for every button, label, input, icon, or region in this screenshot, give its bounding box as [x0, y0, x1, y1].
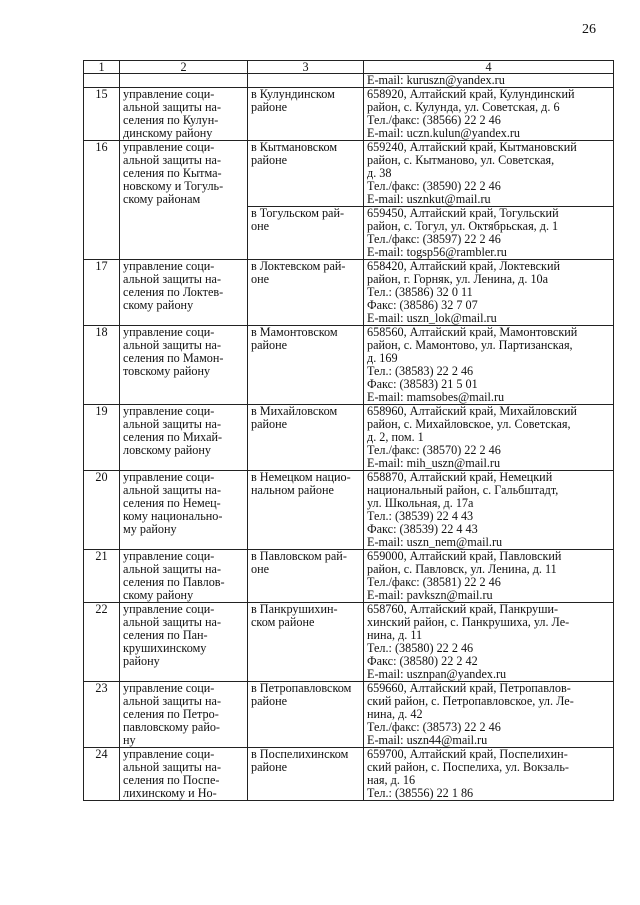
table-row: [84, 748, 614, 801]
contact-cell: 659700, Алтайский край, Поспелихин- ский район, с. Поспелиха, ул. Вокзаль- ная, д. 16 Тел.: (38556) 22 1 86: [364, 748, 614, 801]
table-row: [84, 682, 614, 748]
contact-cell: 658560, Алтайский край, Мамонтовский район, с. Мамонтово, ул. Партизанская, д. 169 Тел.: (38583) 22 2 46 Факс: (38583) 21 5 01 E-mail: mamsobes@mail.ru: [364, 326, 614, 405]
row-number: 16: [84, 141, 120, 260]
header-cell-district: 3: [248, 61, 364, 74]
district-cell: в Локтевском рай- оне: [248, 260, 364, 326]
district-cell: в Тогульском рай- оне: [248, 207, 364, 260]
contact-cell: 659240, Алтайский край, Кытмановский район, с. Кытманово, ул. Советская, д. 38 Тел./факс: (38590) 22 2 46 E-mail: usznkut@mail.ru: [364, 141, 614, 207]
row-number: 23: [84, 682, 120, 748]
header-cell-contact: 4: [364, 61, 614, 74]
agency-cell: управление соци- альной защиты на- селения по Мамон- товскому району: [120, 326, 248, 405]
contact-cell: 659450, Алтайский край, Тогульский район, с. Тогул, ул. Октябрьская, д. 1 Тел./факс: (38597) 22 2 46 E-mail: togsp56@rambler.ru: [364, 207, 614, 260]
row-number: 22: [84, 603, 120, 682]
agency-table: [83, 60, 614, 801]
row-number: 21: [84, 550, 120, 603]
contact-cell: 658420, Алтайский край, Локтевский район, г. Горняк, ул. Ленина, д. 10а Тел.: (38586) 32 0 11 Факс: (38586) 32 7 07 E-mail: uszn_lok@mail.ru: [364, 260, 614, 326]
row-number: 24: [84, 748, 120, 801]
row-number: 15: [84, 88, 120, 141]
agency-cell: управление соци- альной защиты на- селения по Пан- крушихинскому району: [120, 603, 248, 682]
contact-cell: E-mail: kuruszn@yandex.ru: [364, 74, 614, 88]
agency-cell: управление соци- альной защиты на- селения по Кытма- новскому и Тогуль- скому районам: [120, 141, 248, 260]
contact-cell: 658760, Алтайский край, Панкруши- хинский район, с. Панкрушиха, ул. Ле- нина, д. 11 Тел.: (38580) 22 2 46 Факс: (38580) 22 2 42 E-mail: usznpan@yandex.ru: [364, 603, 614, 682]
agency-cell: управление соци- альной защиты на- селения по Немец- кому национально- му району: [120, 471, 248, 550]
header-cell-number: 1: [84, 61, 120, 74]
table-row: [84, 326, 614, 405]
table-row: [84, 471, 614, 550]
table-row: [84, 88, 614, 141]
table-row: [84, 603, 614, 682]
table-header-row: [84, 61, 614, 74]
contact-cell: 658960, Алтайский край, Михайловский район, с. Михайловское, ул. Советская, д. 2, пом. 1 Тел./факс: (38570) 22 2 46 E-mail: mih_uszn@mail.ru: [364, 405, 614, 471]
row-number: 20: [84, 471, 120, 550]
table-row-continued: [84, 74, 614, 88]
agency-cell: управление соци- альной защиты на- селения по Локтев- скому району: [120, 260, 248, 326]
row-number: 17: [84, 260, 120, 326]
district-cell: в Панкрушихин- ском районе: [248, 603, 364, 682]
agency-cell: управление соци- альной защиты на- селения по Петро- павловскому райо- ну: [120, 682, 248, 748]
table-row: [84, 141, 614, 207]
district-cell: в Павловском рай- оне: [248, 550, 364, 603]
row-number: 19: [84, 405, 120, 471]
agency-cell: управление соци- альной защиты на- селения по Поспе- лихинскому и Но-: [120, 748, 248, 801]
agency-cell: управление соци- альной защиты на- селения по Павлов- скому району: [120, 550, 248, 603]
district-cell: в Петропавловском районе: [248, 682, 364, 748]
district-cell: в Мамонтовском районе: [248, 326, 364, 405]
table-row: [84, 260, 614, 326]
contact-cell: 658920, Алтайский край, Кулундинский район, с. Кулунда, ул. Советская, д. 6 Тел./факс: (38566) 22 2 46 E-mail: uczn.kulun@yandex.ru: [364, 88, 614, 141]
table-row: [84, 550, 614, 603]
district-cell: в Кытмановском районе: [248, 141, 364, 207]
header-cell-agency: 2: [120, 61, 248, 74]
contact-cell: 658870, Алтайский край, Немецкий национальный район, с. Гальбштадт, ул. Школьная, д. 17а Тел.: (38539) 22 4 43 Факс: (38539) 22 4 43 E-mail: uszn_nem@mail.ru: [364, 471, 614, 550]
row-number: 18: [84, 326, 120, 405]
agency-cell: управление соци- альной защиты на- селения по Кулун- динскому району: [120, 88, 248, 141]
district-cell: в Поспелихинском районе: [248, 748, 364, 801]
contact-cell: 659000, Алтайский край, Павловский район, с. Павловск, ул. Ленина, д. 11 Тел./факс: (38581) 22 2 46 E-mail: pavkszn@mail.ru: [364, 550, 614, 603]
contact-cell: 659660, Алтайский край, Петропавлов- ский район, с. Петропавловское, ул. Ле- нина, д. 42 Тел./факс: (38573) 22 2 46 E-mail: uszn44@mail.ru: [364, 682, 614, 748]
district-cell: в Кулундинском районе: [248, 88, 364, 141]
district-cell: в Михайловском районе: [248, 405, 364, 471]
table-row: [84, 405, 614, 471]
page-number: 26: [582, 22, 596, 37]
district-cell: в Немецком нацио- нальном районе: [248, 471, 364, 550]
agency-cell: управление соци- альной защиты на- селения по Михай- ловскому району: [120, 405, 248, 471]
